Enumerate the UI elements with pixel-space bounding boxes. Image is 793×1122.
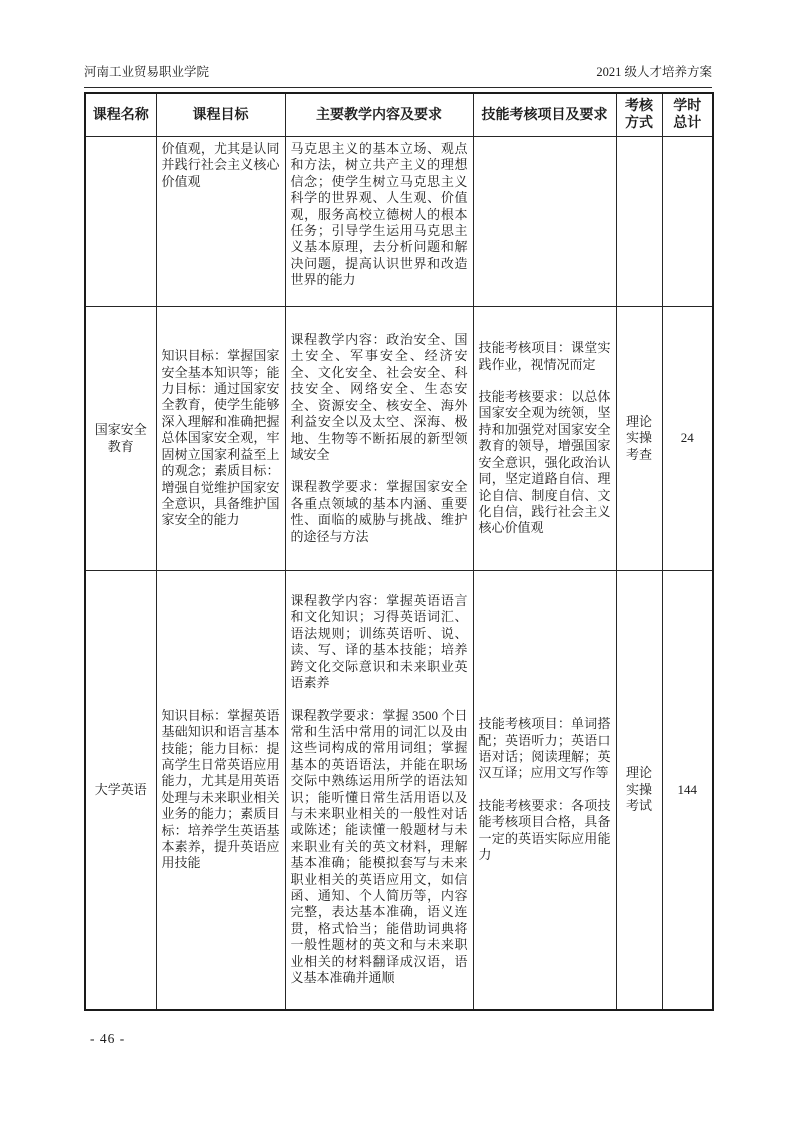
objectives-text: 价值观，尤其是认同并践行社会主义核心价值观 [161, 141, 280, 189]
hours-cell: 144 [662, 571, 713, 1010]
course-name-cell: 大学英语 [85, 571, 156, 1010]
objectives-cell [156, 137, 285, 307]
column-header-method: 考核 方式 [616, 93, 662, 137]
method-cell: 理论 实操 考试 [616, 571, 662, 1010]
content-paragraph: 马克思主义的基本立场、观点和方法，树立共产主义的理想信念；使学生树立马克思主义科学的世界观、人生观、价值观，服务高校立德树人的根本任务；引导学生运用马克思主义基本原理，去分析问题和解决问题，提高认识世界和改造世界的能力 [290, 141, 468, 288]
table-row [85, 571, 713, 1010]
assessment-paragraph: 技能考核项目：单词搭配；英语听力；英语口语对话；阅读理解；英汉互译；应用文写作等 [478, 716, 611, 781]
plan-title: 2021 级人才培养方案 [596, 65, 712, 79]
content-paragraph: 课程教学内容：掌握英语语言和文化知识；习得英语词汇、语法规则；训练英语听、说、读、写、译的基本技能；培养跨文化交际意识和未来职业英语素养 [290, 593, 468, 691]
column-header-course-name: 课程名称 [85, 93, 156, 137]
content-paragraph: 课程教学内容：政治安全、国土安全、军事安全、经济安全、文化安全、社会安全、科技安全、网络安全、生态安全、资源安全、核安全、海外利益安全以及太空、深海、极地、生物等不断拓展的新型领域安全 [290, 332, 468, 462]
content-cell [285, 571, 473, 1010]
content-cell [285, 137, 473, 307]
column-header-objectives: 课程目标 [156, 93, 285, 137]
running-header [84, 64, 712, 88]
content-paragraph: 课程教学要求：掌握 3500 个日常和生活中常用的词汇以及由这些词构成的常用词组；掌握基本的英语语法，并能在职场交际中熟练运用所学的语法知识；能听懂日常生活用语以及与未来职业相关的一般性对话或陈述；能读懂一般题材与未来职业有关的英文材料，理解基本准确；能模拟套写与未来职业相关的英语应用文，如信函、通知、个人简历等，内容完整，表达基本准确，语义连贯，格式恰当；能借助词典将一般性题材的英文和与未来职业相关的材料翻译成汉语，语义基本准确并通顺 [290, 707, 468, 986]
column-header-hours: 学时 总计 [662, 93, 713, 137]
table-header-row [85, 93, 713, 137]
assessment-cell [473, 571, 616, 1010]
table-row [85, 137, 713, 307]
school-name: 河南工业贸易职业学院 [84, 65, 210, 79]
course-name-cell: 国家安全教育 [85, 307, 156, 571]
hours-cell: 24 [662, 307, 713, 571]
hours-cell [662, 137, 713, 307]
objectives-text: 知识目标：掌握英语基础知识和语言基本技能；能力目标：提高学生日常英语应用能力，尤其是用英语处理与未来职业相关业务的能力；素质目标：培养学生英语基本素养，提升英语应用技能 [161, 707, 280, 871]
objectives-cell [156, 307, 285, 571]
assessment-paragraph: 技能考核要求：以总体国家安全观为统领，坚持和加强党对国家安全教育的领导，增强国家安全意识，强化政治认同，坚定道路自信、理论自信、制度自信、文化自信，践行社会主义核心价值观 [478, 389, 611, 536]
assessment-cell [473, 137, 616, 307]
page-number: - 46 - [90, 1031, 126, 1046]
assessment-paragraph: 技能考核项目：课堂实践作业，视情况而定 [478, 340, 611, 372]
assessment-paragraph: 技能考核要求：各项技能考核项目合格，具备一定的英语实际应用能力 [478, 797, 611, 862]
page-content [84, 64, 712, 1011]
column-header-content: 主要教学内容及要求 [285, 93, 473, 137]
method-cell: 理论 实操 考查 [616, 307, 662, 571]
column-header-assessment: 技能考核项目及要求 [473, 93, 616, 137]
objectives-cell [156, 571, 285, 1010]
objectives-text: 知识目标：掌握国家安全基本知识等；能力目标：通过国家安全教育，使学生能够深入理解和准确把握总体国家安全观，牢固树立国家利益至上的观念；素质目标：增强自觉维护国家安全意识，具备维护国家安全的能力 [161, 348, 280, 528]
content-paragraph: 课程教学要求：掌握国家安全各重点领域的基本内涵、重要性、面临的威胁与挑战、维护的途径与方法 [290, 479, 468, 544]
course-table [84, 92, 714, 1011]
course-name-cell [85, 137, 156, 307]
assessment-cell [473, 307, 616, 571]
content-cell [285, 307, 473, 571]
method-cell [616, 137, 662, 307]
table-row [85, 307, 713, 571]
